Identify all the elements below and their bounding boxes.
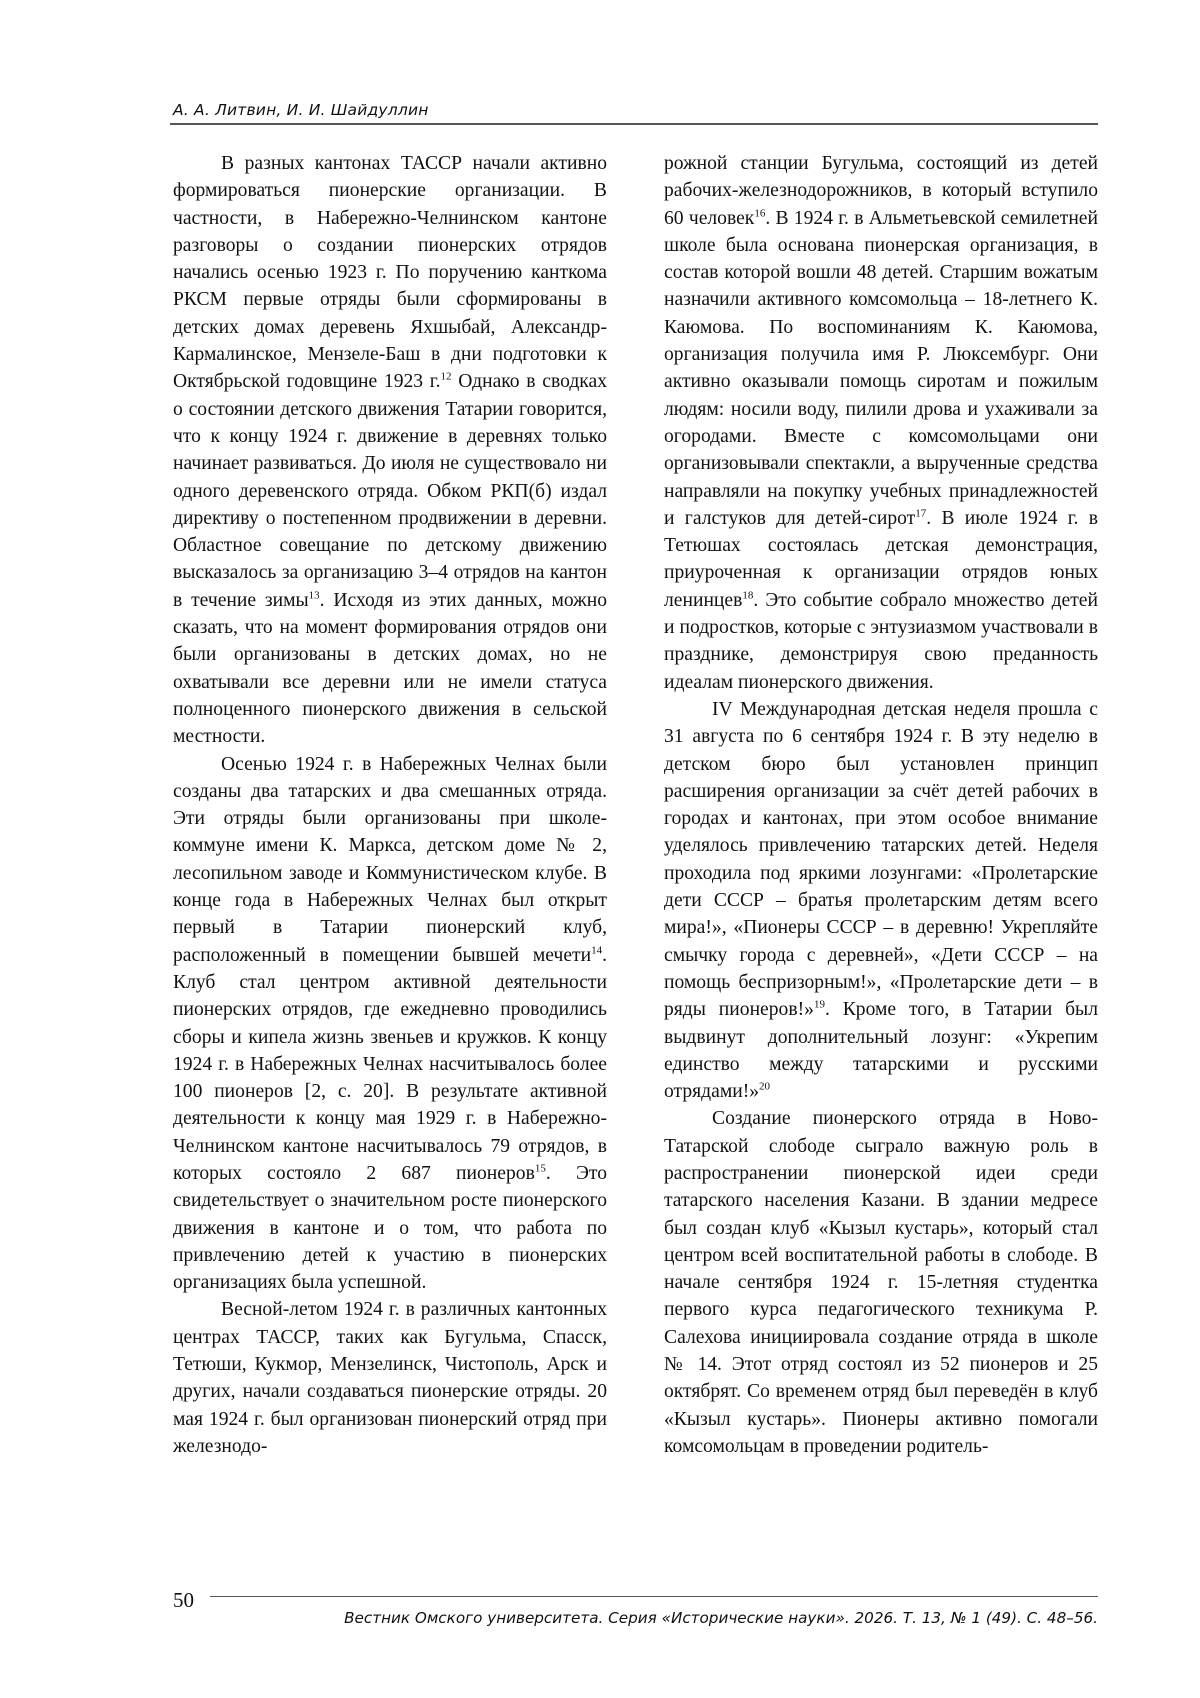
paragraph-text: . Кроме того, в Татарии был выдвинут дополнительный лозунг: «Укрепим единство между татарскими и русскими отрядами!» xyxy=(664,999,1098,1103)
journal-citation: Вестник Омского университета. Серия «Исторические науки». 2026. Т. 13, № 1 (49). С. 48–56. xyxy=(344,1609,1098,1627)
paragraph-text: . В июле 1924 г. в Тетюшах состоялась детская демонстрация, приуроченная к организации отрядов юных ленинцев xyxy=(664,507,1098,611)
paragraph-text: . Это событие собрало множество детей и подростков, которые с энтузиазмом участвовали в празднике, демонстрируя свою преданность идеалам пионерского движения. xyxy=(664,589,1098,693)
footnote-marker: 16 xyxy=(754,207,766,220)
paragraph-text: . Это свидетельствует о значительном росте пионерского движения в кантоне и о том, что работа по привлечению детей к участию в пионерских организациях была успешной. xyxy=(173,1162,607,1294)
paragraph-text: . В 1924 г. в Альметьевской семилетней школе была основана пионерская организация, в состав которой вошли 48 детей. Старшим вожатым назначили активного комсомольца – 18-летнего К. Каюмова. По воспоминаниям К. Каюмова, организация получила имя Р. Люксембург. Они активно оказывали помощь сиротам и пожилым людям: носили воду, пилили дрова и ухаживали за огородами. Вместе с комсомольцами они организовывали спектакли, а вырученные средства направляли на покупку учебных принадлежностей и галстуков для детей-сирот xyxy=(664,207,1098,529)
paragraph-text: Создание пионерского отряда в Ново-Татарской слободе сыграло важную роль в распространении пионерской идеи среди татарского населения Казани. В здании медресе был создан клуб «Кызыл кустарь», который стал центром всей воспитательной работы в слободе. В начале сентября 1924 г. 15-летняя студентка первого курса педагогического техникума Р. Салехова инициировала создание отряда в школе № 14. Этот отряд состоял из 52 пионеров и 25 октябрят. Со временем отряд был переведён в клуб «Кызыл кустарь». Пионеры активно помогали комсомольцам в проведении родитель- xyxy=(664,1108,1098,1457)
footnote-marker: 17 xyxy=(915,507,927,520)
header-rule xyxy=(170,123,1098,125)
paragraph-text: IV Международная детская неделя прошла с 31 августа по 6 сентября 1924 г. В эту неделю в детском бюро был установлен принцип расширения организации за счёт детей рабочих в городах и кантонах, при этом особое внимание уделялось привлечению татарских детей. Неделя проходила под яркими лозунгами: «Пролетарские дети СССР – братья пролетарским детям всего мира!», «Пионеры СССР – в деревню! Укрепляйте смычку города с деревней», «Дети СССР – на помощь беспризорным!», «Пролетарские дети – в ряды пионеров!» xyxy=(664,698,1098,1021)
body-paragraph xyxy=(664,696,1098,1105)
paragraph-text: Однако в сводках о состоянии детского движения Татарии говорится, что к концу 1924 г. движение в деревнях только начинает развиваться. До июля не существовало ни одного деревенского отряда. Обком РКП(б) издал директиву о постепенном продвижении в деревни. Областное совещание по детскому движению высказалось за организацию 3–4 отрядов на кантон в течение зимы xyxy=(173,371,608,611)
footnote-marker: 19 xyxy=(813,998,825,1011)
footer-rule xyxy=(210,1596,1098,1597)
footnote-marker: 20 xyxy=(759,1080,771,1093)
footnote-marker: 13 xyxy=(308,589,320,602)
left-column xyxy=(173,150,607,1460)
body-paragraph xyxy=(664,150,1098,696)
paragraph-text: рожной станции Бугульма, состоящий из детей рабочих-железнодорожников, в который вступило 60 человек xyxy=(664,153,1098,229)
paragraph-text: Осенью 1924 г. в Набережных Челнах были созданы два татарских и два смешанных отряда. Эти отряды были организованы при школе-коммуне имени К. Маркса, детском доме № 2, лесопильном заводе и Коммунистическом клубе. В конце года в Набережных Челнах был открыт первый в Татарии пионерский клуб, расположенный в помещении бывшей мечети xyxy=(173,753,607,966)
footnote-marker: 12 xyxy=(440,370,452,383)
footnote-marker: 18 xyxy=(742,589,754,602)
paragraph-text: . Исходя из этих данных, можно сказать, что на момент формирования отрядов они были организованы в детских домах, но не охватывали все деревни или не имели статуса полноценного пионерского движения в сельской местности. xyxy=(173,589,608,748)
footnote-marker: 15 xyxy=(534,1162,546,1175)
body-paragraph xyxy=(173,1296,607,1460)
body-paragraph xyxy=(173,751,607,1297)
footnote-marker: 14 xyxy=(591,944,603,957)
body-paragraph xyxy=(173,150,607,751)
right-column xyxy=(664,150,1098,1460)
page-number: 50 xyxy=(173,1588,194,1612)
paragraph-text: . Клуб стал центром активной деятельности пионерских отрядов, где ежедневно проводились сборы и кипела жизнь звеньев и кружков. К концу 1924 г. в Набережных Челнах насчитывалось более 100 пионеров [2, с. 20]. В результате активной деятельности к концу мая 1929 г. в Набережно-Челнинском кантоне насчитывалось 79 отрядов, в которых состояло 2 687 пионеров xyxy=(173,944,607,1184)
paragraph-text: Весной-летом 1924 г. в различных кантонных центрах ТАССР, таких как Бугульма, Спасск, Тетюши, Кукмор, Мензелинск, Чистополь, Арск и других, начали создаваться пионерские отряды. 20 мая 1924 г. был организован пионерский отряд при железнодо- xyxy=(173,1299,607,1457)
running-header-authors: А. А. Литвин, И. И. Шайдуллин xyxy=(173,101,429,119)
paragraph-text: В разных кантонах ТАССР начали активно формироваться пионерские организации. В частности, в Набережно-Челнинском кантоне разговоры о создании пионерских отрядов начались осенью 1923 г. По поручению канткома РКСМ первые отряды были сформированы в детских домах деревень Яхшыбай, Александр-Кармалинское, Мензеле-Баш в дни подготовки к Октябрьской годовщине 1923 г. xyxy=(173,153,607,393)
body-paragraph xyxy=(664,1105,1098,1460)
